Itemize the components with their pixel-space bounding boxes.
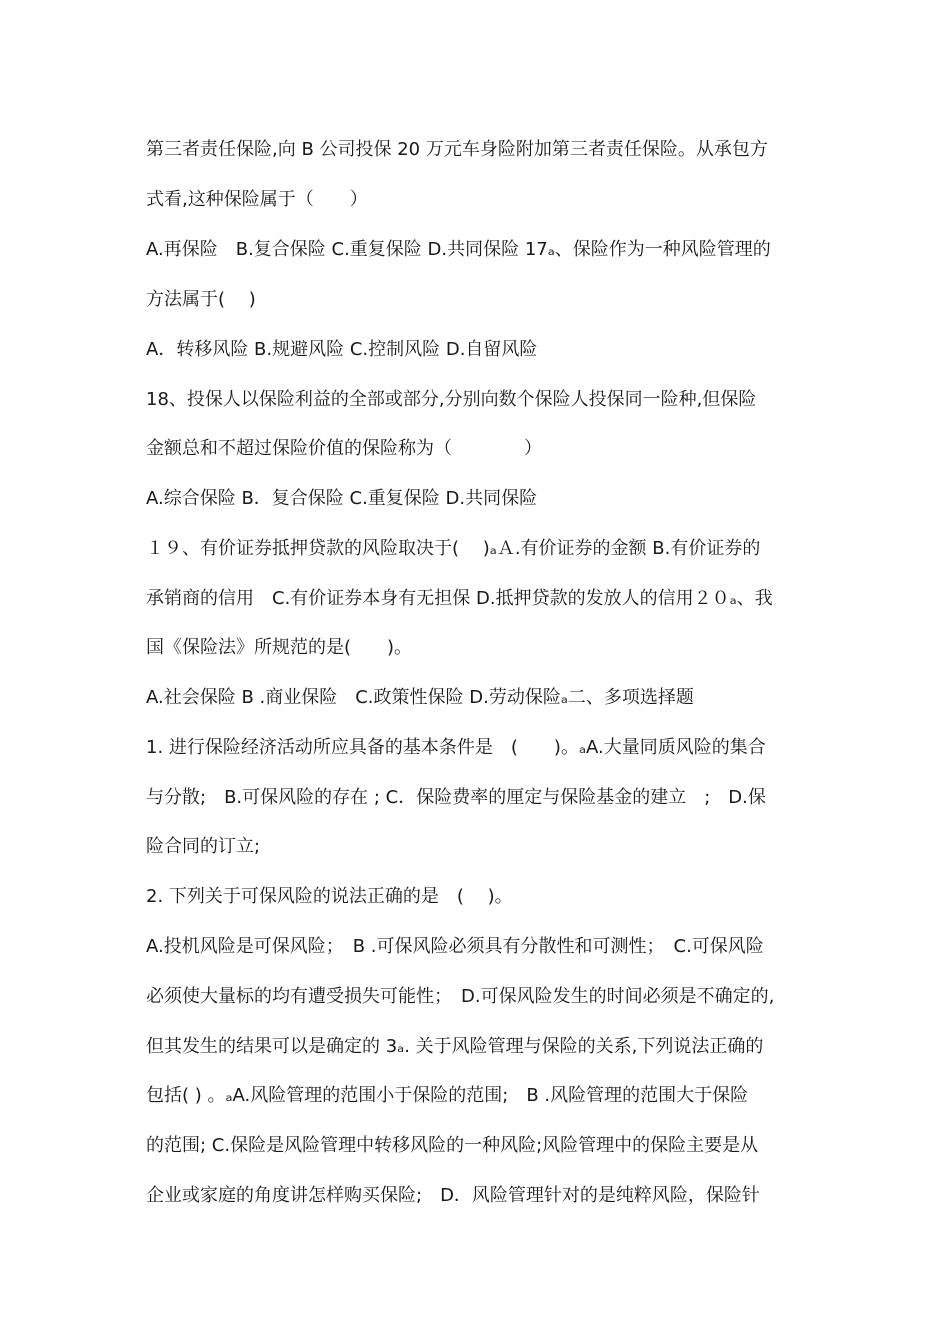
- text-line: A.社会保险 B .商业保险 C.政策性保险 D.劳动保险ₐ二、多项选择题: [146, 687, 694, 708]
- text-line: 企业或家庭的角度讲怎样购买保险; D．风险管理针对的是纯粹风险，保险针: [146, 1185, 760, 1206]
- text-line: 国《保险法》所规范的是( )。: [146, 637, 413, 658]
- text-line: 包括( ) 。ₐA.风险管理的范围小于保险的范围; B .风险管理的范围大于保险: [146, 1085, 749, 1106]
- text-line: A.综合保险 B．复合保险 C.重复保险 D.共同保险: [146, 488, 538, 509]
- text-line: 第三者责任保险,向 B 公司投保 20 万元车身险附加第三者责任保险。从承包方: [146, 139, 768, 160]
- text-line: １９、有价证券抵押贷款的风险取决于( )ₐＡ.有价证券的金额 B.有价证券的: [146, 538, 761, 559]
- text-line: 1. 进行保险经济活动所应具备的基本条件是 ( )。ₐA.大量同质风险的集合: [146, 737, 766, 758]
- text-line: A.再保险 B.复合保险 C.重复保险 D.共同保险 17ₐ、保险作为一种风险管理的: [146, 239, 771, 260]
- text-line: A．转移风险 B.规避风险 C.控制风险 D.自留风险: [146, 339, 538, 360]
- text-line: 金额总和不超过保险价值的保险称为（ ）: [146, 438, 542, 459]
- text-line: 方法属于( ): [146, 289, 256, 310]
- text-line: A.投机风险是可保风险； B .可保风险必须具有分散性和可测性； C.可保风险: [146, 936, 764, 957]
- text-line: 承销商的信用 C.有价证券本身有无担保 D.抵押贷款的发放人的信用２０ₐ、我: [146, 588, 773, 609]
- text-line: 的范围; C.保险是风险管理中转移风险的一种风险;风险管理中的保险主要是从: [146, 1135, 759, 1156]
- text-line: 必须使大量标的均有遭受损失可能性； D.可保风险发生的时间必须是不确定的,: [146, 986, 775, 1007]
- text-line: 与分散; B.可保风险的存在 ; C．保险费率的厘定与保险基金的建立 ; D.保: [146, 787, 766, 808]
- text-line: 式看,这种保险属于（ ）: [146, 189, 368, 210]
- text-line: 险合同的订立;: [146, 836, 261, 857]
- text-line: 18、投保人以保险利益的全部或部分,分别向数个保险人投保同一险种,但保险: [146, 389, 757, 410]
- text-line: 2. 下列关于可保风险的说法正确的是 ( )。: [146, 886, 513, 907]
- text-line: 但其发生的结果可以是确定的 3ₐ. 关于风险管理与保险的关系,下列说法正确的: [146, 1036, 764, 1057]
